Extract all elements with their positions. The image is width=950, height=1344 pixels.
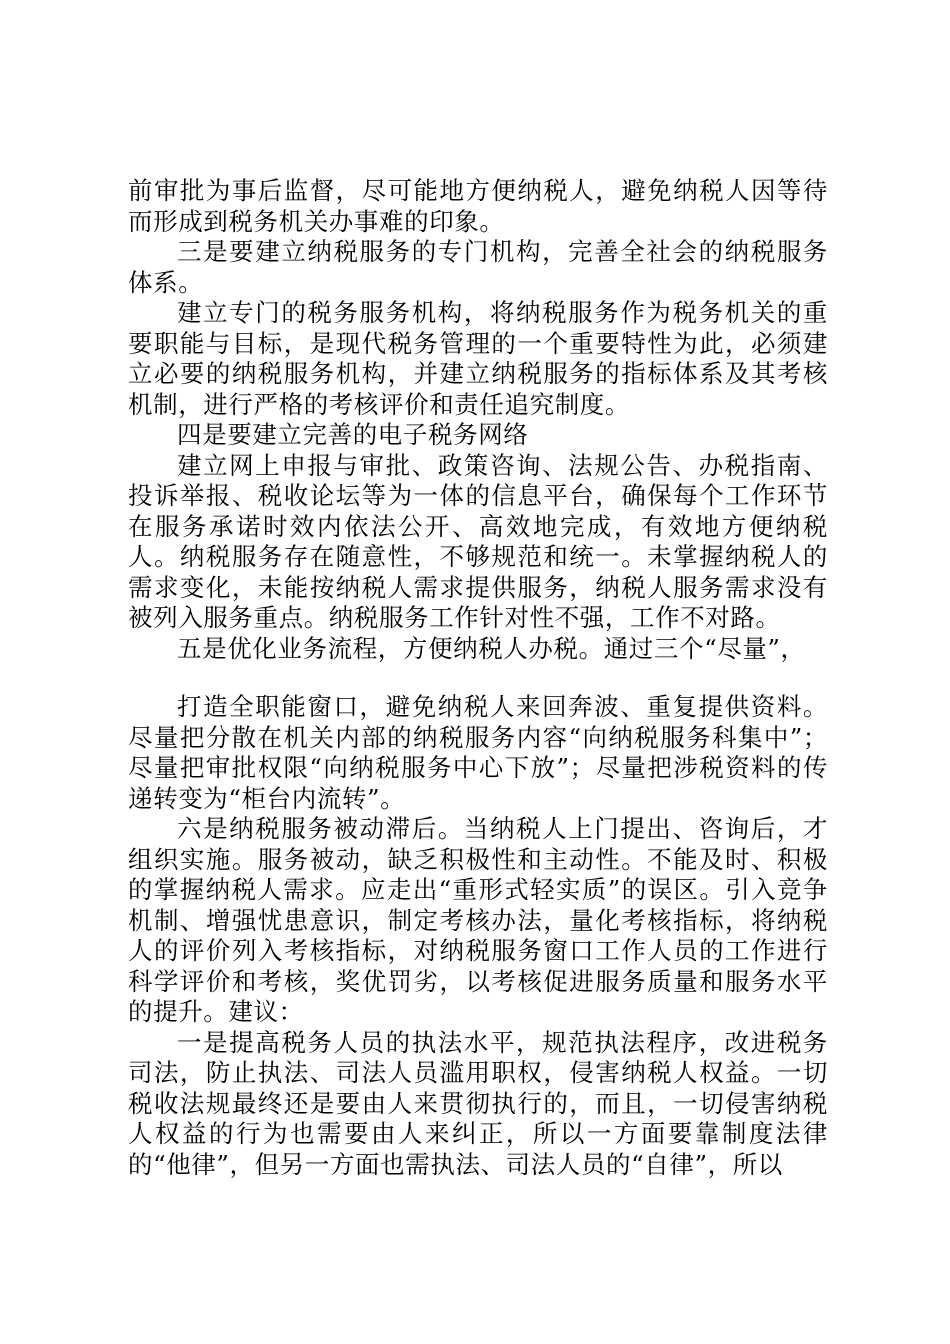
paragraph-heading: 四是要建立完善的电子税务网络: [177, 420, 529, 449]
paragraph: 五是优化业务流程，方便纳税人办税。通过三个“尽量”，: [177, 633, 806, 663]
paragraph: 前审批为事后监督，尽可能地方便纳税人，避免纳税人因等待而形成到税务机关办事难的印象。: [128, 176, 828, 236]
paragraph: 打造全职能窗口，避免纳税人来回奔波、重复提供资料。尽量把分散在机关内部的纳税服务内容“向纳税服务科集中”；尽量把审批权限“向纳税服务中心下放”；尽量把涉税资料的传递转变为“柜台内流转”。: [128, 692, 828, 813]
text-block-lower: [128, 692, 828, 1180]
paragraph: 六是纳税服务被动滞后。当纳税人上门提出、咨询后，才组织实施。服务被动，缺乏积极性和主动性。不能及时、积极的掌握纳税人需求。应走出“重形式轻实质”的误区。引入竞争机制、增强忧患意识，制定考核办法，量化考核指标，将纳税人的评价列入考核指标，对纳税服务窗口工作人员的工作进行科学评价和考核，奖优罚劣，以考核促进服务质量和服务水平的提升。建议：: [128, 814, 828, 1026]
paragraph: 建立网上申报与审批、政策咨询、法规公告、办税指南、投诉举报、税收论坛等为一体的信息平台，确保每个工作环节在服务承诺时效内依法公开、高效地完成，有效地方便纳税人。纳税服务存在随意性，不够规范和统一。未掌握纳税人的需求变化，未能按纳税人需求提供服务，纳税人服务需求没有被列入服务重点。纳税服务工作针对性不强，工作不对路。: [128, 450, 828, 632]
text-block-upper: [128, 176, 828, 664]
paragraph: 三是要建立纳税服务的专门机构，完善全社会的纳税服务体系。: [128, 237, 828, 297]
paragraph: 建立专门的税务服务机构，将纳税服务作为税务机关的重要职能与目标，是现代税务管理的一个重要特性为此，必须建立必要的纳税服务机构，并建立纳税服务的指标体系及其考核机制，进行严格的考核评价和责任追究制度。: [128, 298, 828, 419]
paragraph: 一是提高税务人员的执法水平，规范执法程序，改进税务司法，防止执法、司法人员滥用职权，侵害纳税人权益。一切税收法规最终还是要由人来贯彻执行的，而且，一切侵害纳税人权益的行为也需要由人来纠正，所以一方面要靠制度法律的“他律”，但另一方面也需执法、司法人员的“自律”，所以: [128, 1027, 828, 1179]
